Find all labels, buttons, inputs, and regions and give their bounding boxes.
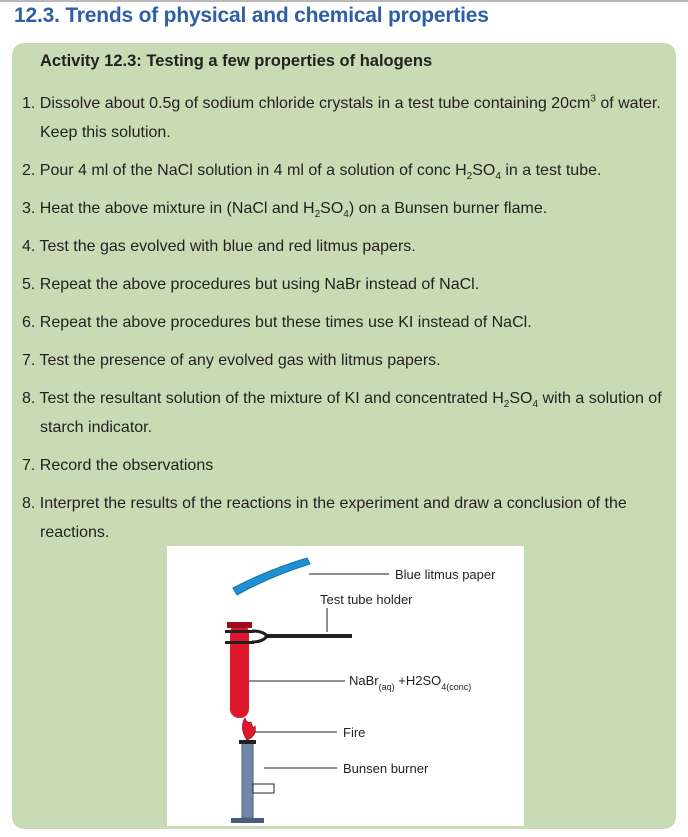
label-test-tube-holder: Test tube holder (320, 592, 413, 607)
gas-inlet (253, 784, 274, 793)
label-blue-litmus-paper: Blue litmus paper (395, 567, 496, 582)
label-fire: Fire (343, 725, 366, 740)
clamp-band-bottom (225, 641, 254, 644)
burner-collar (239, 740, 256, 744)
test-tube-icon (230, 624, 249, 718)
apparatus-diagram (167, 546, 524, 826)
step-6: 6. Repeat the above procedures but these times use KI instead of NaCl. (22, 314, 532, 331)
clamp-jaw (252, 631, 267, 642)
litmus-paper-icon (233, 558, 310, 595)
step-2: 2. Pour 4 ml of the NaCl solution in 4 ml of a solution of conc $H_2SO_4$ in a test tube. (22, 162, 602, 183)
step-8: 8. Test the resultant solution of the mixture of KI and concentrated $H_2SO_4$ with a solution of starch indicator. (22, 390, 662, 436)
steps-list (22, 89, 672, 556)
top-rule (0, 0, 688, 2)
flame-icon (242, 718, 255, 740)
activity-title: Activity 12.3: Testing a few properties of halogens (40, 52, 433, 70)
clamp-band-top (225, 630, 254, 633)
step-5: 5. Repeat the above procedures but using NaBr instead of NaCl. (22, 276, 480, 293)
step-9: 7. Record the observations (22, 457, 214, 474)
label-nabr: NaBr$_{(aq)}$ $+H2SO_{4(conc)}$ (349, 673, 472, 692)
step-10: 8. Interpret the results of the reactions in the experiment and draw a conclusion of the reactions. (22, 495, 627, 541)
step-3: 3. Heat the above mixture in (NaCl and $H_2SO_4$) on a Bunsen burner flame. (22, 200, 548, 221)
step-4: 4. Test the gas evolved with blue and red litmus papers. (22, 238, 416, 255)
apparatus-figure (167, 546, 524, 826)
step-1: 1. Dissolve about 0.5g of sodium chloride crystals in a test tube containing $20cm^3$ of water. Keep this solution. (22, 93, 661, 141)
step-7: 7. Test the presence of any evolved gas with litmus papers. (22, 352, 441, 369)
holder-handle (265, 634, 352, 638)
activity-box (12, 43, 676, 829)
burner-base (231, 818, 264, 823)
section-title: 12.3. Trends of physical and chemical properties (14, 4, 489, 27)
test-tube-rim (227, 622, 252, 628)
label-bunsen-burner: Bunsen burner (343, 761, 429, 776)
bunsen-burner-icon (242, 742, 253, 818)
